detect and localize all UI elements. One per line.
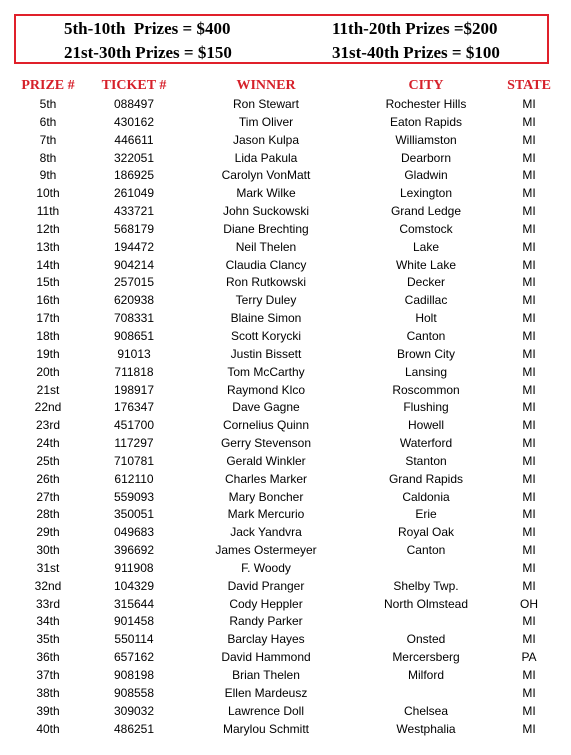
cell-prize: 27th [36,489,60,504]
cell-ticket: 710781 [113,453,155,468]
table-row [0,685,571,703]
table-row [0,132,571,150]
cell-prize: 6th [39,114,57,129]
cell-prize: 17th [36,311,60,326]
cell-prize: 25th [36,453,60,468]
cell-state: MI [522,632,536,647]
cell-ticket: 396692 [113,543,155,558]
table-row [0,221,571,239]
cell-winner: Cody Heppler [229,596,303,611]
cell-state: MI [522,275,536,290]
cell-prize: 22nd [34,400,62,415]
cell-prize: 5th [39,97,57,111]
cell-prize: 10th [36,186,60,201]
cell-state: MI [522,668,536,682]
table-row [0,435,571,453]
cell-prize: 9th [39,168,57,183]
cell-prize: 16th [36,293,60,308]
cell-city: Lake [412,239,440,254]
cell-ticket: 908558 [113,685,155,700]
cell-ticket: 309032 [113,703,155,718]
cell-prize: 23rd [35,418,61,433]
table-row [0,506,571,524]
cell-ticket: 104329 [113,578,155,593]
cell-state: MI [522,436,536,451]
cell-city: Lansing [404,364,448,379]
cell-winner: Barclay Hayes [227,632,305,647]
cell-city: Decker [406,275,445,290]
cell-state: MI [522,525,536,540]
cell-winner: Mark Mercurio [227,507,305,522]
cell-state: MI [522,257,536,272]
table-row [0,417,571,435]
cell-ticket: 612110 [114,471,154,486]
cell-ticket: 433721 [113,204,155,219]
cell-ticket: 176347 [113,400,155,415]
cell-prize: 21st [36,382,60,397]
cell-prize: 12th [36,221,60,236]
cell-winner: Tom McCarthy [227,364,305,379]
cell-ticket: 446611 [114,132,154,147]
cell-winner: James Ostermeyer [215,543,317,558]
cell-prize: 19th [36,346,60,361]
cell-prize: 11th [36,204,60,219]
table-row [0,489,571,507]
cell-state: MI [522,97,536,111]
cell-state: MI [522,578,536,593]
cell-ticket: 486251 [113,721,155,736]
table-row [0,96,571,114]
cell-ticket: 198917 [113,382,155,397]
cell-city: Grand Ledge [390,204,462,219]
cell-winner: Ron Rutkowski [225,275,307,290]
table-row [0,274,571,292]
cell-winner: Scott Korycki [230,328,302,343]
cell-city: Brown City [396,346,455,361]
cell-winner: Carolyn VonMatt [221,168,311,183]
cell-state: MI [522,382,536,397]
winners-table [0,96,571,738]
cell-city: Grand Rapids [388,471,464,486]
table-row [0,524,571,542]
cell-state: MI [522,489,536,504]
table-row [0,631,571,649]
cell-winner: Mark Wilke [236,186,296,201]
cell-winner: Jack Yandvra [230,525,302,540]
cell-city: Erie [415,507,437,522]
prize-tier-31-40: 31st-40th Prizes = $100 [332,43,500,62]
table-row [0,703,571,721]
cell-state: MI [522,543,536,558]
cell-ticket: 901458 [113,614,155,629]
cell-city: Gladwin [404,168,448,183]
cell-prize: 30th [36,543,60,558]
cell-winner: Jason Kulpa [232,132,300,147]
cell-prize: 38th [36,685,60,700]
table-row [0,399,571,417]
table-row [0,203,571,221]
cell-winner: Gerald Winkler [226,453,306,468]
table-row [0,649,571,667]
cell-state: MI [522,364,536,379]
cell-prize: 18th [36,328,60,343]
cell-state: MI [522,204,536,219]
cell-ticket: 904214 [113,257,155,272]
cell-winner: Terry Duley [235,293,297,308]
cell-city: Stanton [405,453,447,468]
cell-winner: Cornelius Quinn [222,418,310,433]
cell-prize: 13th [36,239,60,254]
cell-winner: Dave Gagne [232,400,300,415]
cell-prize: 7th [39,132,57,147]
cell-ticket: 708331 [113,311,155,326]
cell-ticket: 550114 [114,632,154,647]
cell-prize: 29th [36,525,60,540]
cell-winner: Lawrence Doll [227,703,305,718]
cell-ticket: 322051 [113,150,155,165]
cell-state: MI [522,293,536,308]
cell-city: Royal Oak [397,525,455,540]
cell-state: MI [522,132,536,147]
cell-prize: 39th [36,703,60,718]
cell-city: Flushing [403,400,449,415]
cell-winner: Ron Stewart [232,97,300,111]
table-row [0,114,571,132]
cell-state: MI [522,471,536,486]
cell-state: MI [522,400,536,415]
cell-prize: 35th [36,632,60,647]
cell-prize: 24th [36,436,60,451]
table-row [0,471,571,489]
cell-state: MI [522,114,536,129]
cell-prize: 33rd [35,596,61,611]
cell-ticket: 91013 [117,346,151,361]
cell-state: MI [522,453,536,468]
cell-winner: Raymond Klco [226,382,306,397]
cell-winner: Mary Boncher [228,489,304,504]
cell-state: MI [522,221,536,236]
cell-city: Westphalia [396,721,456,736]
cell-prize: 26th [36,471,60,486]
table-row [0,328,571,346]
table-row [0,239,571,257]
header-winner: WINNER [236,78,296,93]
cell-winner: Diane Brechting [223,221,309,236]
cell-city: Howell [407,418,444,433]
cell-state: MI [522,685,536,700]
cell-winner: Claudia Clancy [225,257,307,272]
header-state: STATE [507,78,551,93]
header-ticket: TICKET # [101,78,167,93]
cell-ticket: 350051 [113,507,155,522]
cell-winner: Randy Parker [229,614,303,629]
cell-ticket: 117297 [114,436,154,451]
table-row [0,310,571,328]
cell-winner: Charles Marker [224,471,308,486]
table-row [0,185,571,203]
cell-city: White Lake [395,257,457,272]
table-row [0,382,571,400]
table-row [0,257,571,275]
cell-city: Mercersberg [392,650,460,665]
table-row [0,596,571,614]
cell-ticket: 620938 [113,293,155,308]
header-prize: PRIZE # [21,78,75,93]
cell-prize: 20th [36,364,60,379]
prize-amounts-box [14,14,549,64]
cell-prize: 28th [36,507,60,522]
cell-city: Cadillac [404,293,448,308]
cell-city: Dearborn [400,150,452,165]
cell-ticket: 257015 [113,275,155,290]
table-row [0,667,571,685]
cell-ticket: 186925 [113,168,155,183]
cell-city: Rochester Hills [385,97,467,111]
cell-ticket: 088497 [113,97,155,111]
cell-winner: Brian Thelen [232,668,300,682]
cell-ticket: 908198 [113,668,155,682]
table-row [0,346,571,364]
table-row [0,150,571,168]
cell-ticket: 315644 [113,596,155,611]
cell-state: MI [522,703,536,718]
cell-ticket: 194472 [113,239,155,254]
table-row [0,721,571,739]
cell-winner: Tim Oliver [238,114,294,129]
cell-city: Onsted [406,632,446,647]
prize-tier-21-30: 21st-30th Prizes = $150 [64,43,232,62]
cell-ticket: 711818 [114,364,154,379]
table-row [0,578,571,596]
cell-state: PA [521,650,537,665]
cell-prize: 34th [36,614,60,629]
cell-state: MI [522,560,536,575]
cell-city: Lexington [399,186,453,201]
cell-state: MI [522,418,536,433]
cell-state: MI [522,168,536,183]
cell-city: Canton [406,543,446,558]
cell-winner: Marylou Schmitt [222,721,310,736]
cell-winner: David Pranger [227,578,305,593]
cell-ticket: 911908 [114,560,154,575]
cell-state: MI [522,150,536,165]
cell-winner: F. Woody [241,560,291,575]
cell-winner: John Suckowski [222,204,310,219]
cell-winner: Lida Pakula [234,150,298,165]
cell-city: Chelsea [403,703,449,718]
cell-ticket: 430162 [113,114,155,129]
cell-city: Eaton Rapids [389,114,463,129]
cell-ticket: 559093 [113,489,155,504]
cell-ticket: 049683 [113,525,155,540]
cell-winner: Gerry Stevenson [220,436,312,451]
cell-city: Waterford [399,436,453,451]
cell-ticket: 657162 [113,650,155,665]
table-header [0,78,571,96]
table-row [0,560,571,578]
cell-state: MI [522,239,536,254]
table-row [0,453,571,471]
table-row [0,542,571,560]
cell-prize: 14th [36,257,60,272]
cell-ticket: 451700 [113,418,155,433]
table-row [0,167,571,185]
cell-state: MI [522,614,536,629]
table-row [0,364,571,382]
cell-city: Caldonia [402,489,450,504]
cell-prize: 40th [36,721,60,736]
prize-tier-5-10: 5th-10th Prizes = $400 [64,19,231,38]
cell-city: North Olmstead [383,596,469,611]
table-row [0,613,571,631]
cell-winner: David Hammond [221,650,311,665]
cell-state: MI [522,311,536,326]
cell-state: MI [522,328,536,343]
cell-city: Shelby Twp. [393,578,459,593]
cell-ticket: 908651 [113,328,155,343]
cell-state: MI [522,346,536,361]
cell-ticket: 568179 [113,221,155,236]
cell-prize: 8th [39,150,57,165]
cell-city: Williamston [395,132,457,147]
cell-city: Canton [406,328,446,343]
table-row [0,292,571,310]
cell-city: Roscommon [392,382,460,397]
cell-state: OH [520,596,538,611]
cell-state: MI [522,186,536,201]
header-city: CITY [408,78,444,93]
cell-ticket: 261049 [113,186,155,201]
cell-prize: 31st [36,560,60,575]
cell-prize: 36th [36,650,60,665]
cell-winner: Blaine Simon [230,311,302,326]
cell-winner: Neil Thelen [235,239,297,254]
cell-prize: 15th [36,275,60,290]
cell-city: Milford [407,668,444,682]
cell-prize: 32nd [34,578,62,593]
cell-prize: 37th [36,668,60,682]
cell-city: Comstock [399,221,453,236]
prize-tier-11-20: 11th-20th Prizes =$200 [332,19,498,38]
cell-state: MI [522,507,536,522]
cell-state: MI [522,721,536,736]
cell-city: Holt [415,311,437,326]
cell-winner: Justin Bissett [230,346,302,361]
cell-winner: Ellen Mardeusz [224,685,308,700]
